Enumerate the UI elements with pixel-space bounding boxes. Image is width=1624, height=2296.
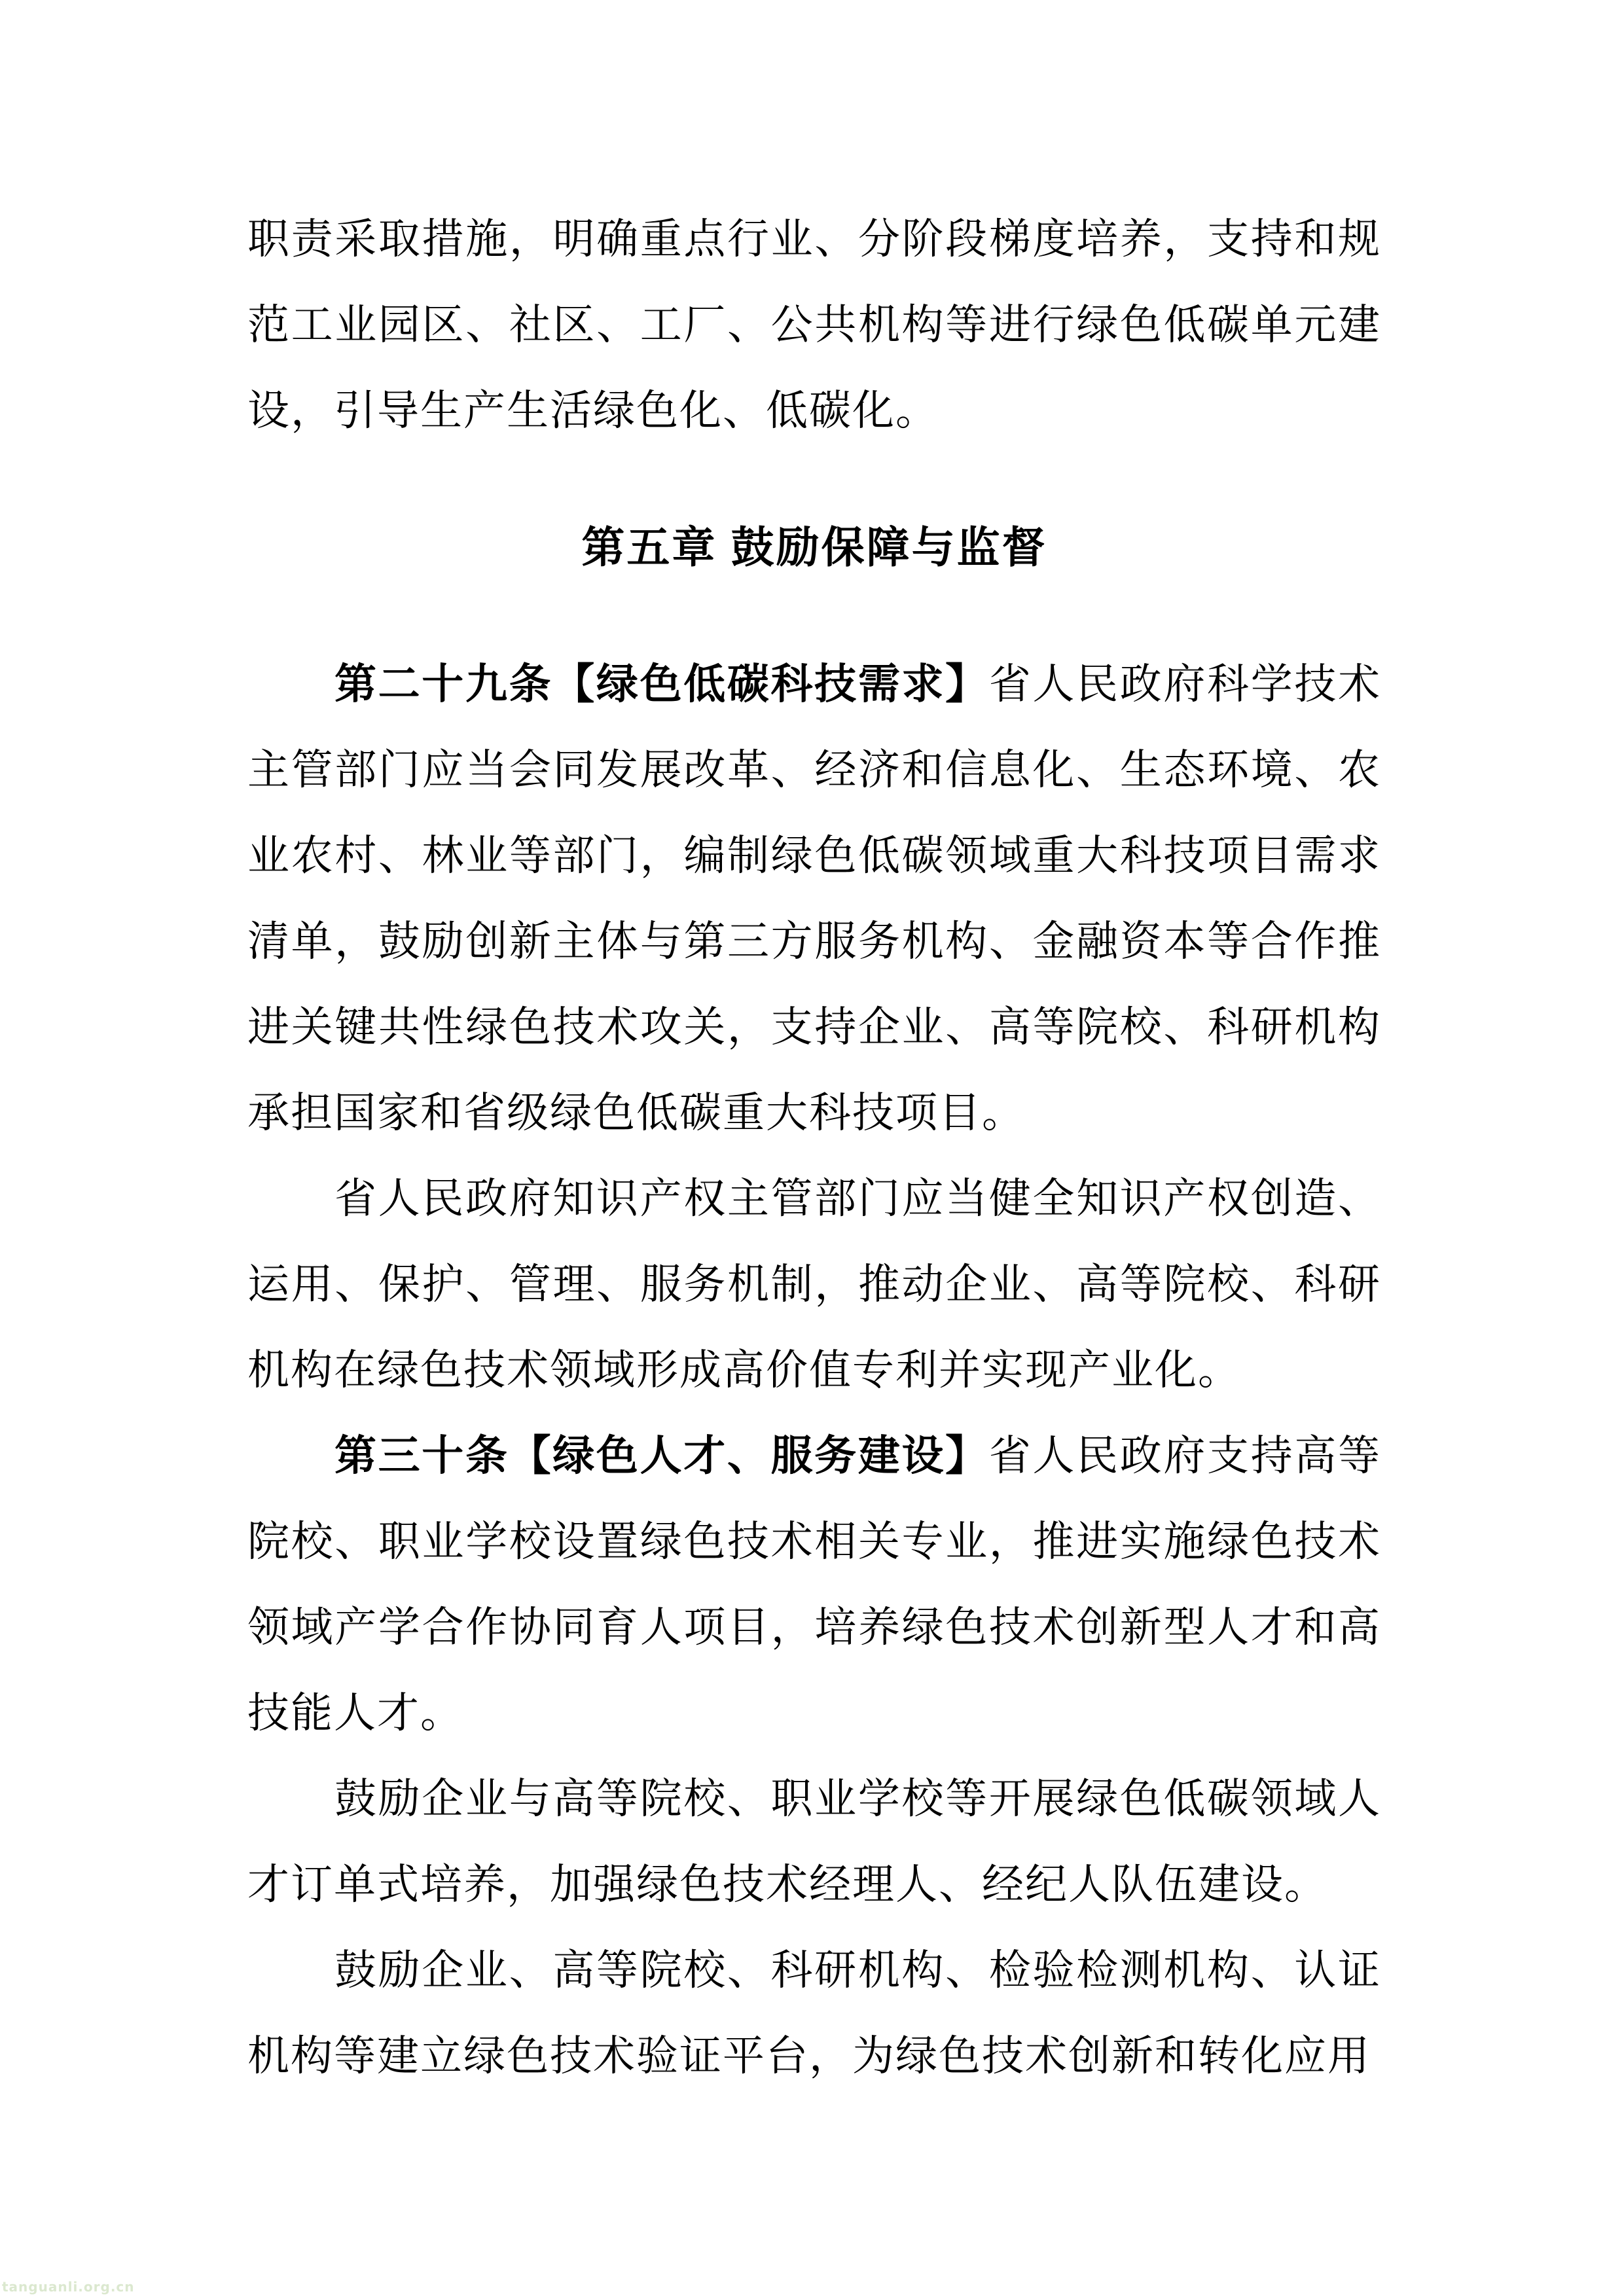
article-30-lead: 第三十条【绿色人才、服务建设】 bbox=[334, 1432, 989, 1479]
paragraph-talent-training bbox=[247, 1756, 1381, 1928]
paragraph-text: 省人民政府支持高等院校、职业学校设置绿色技术相关专业，推进实施绿色技术领域产学合作协同育人项目，培养绿色技术创新型人才和高技能人才。 bbox=[247, 1433, 1381, 1736]
paragraph-article-29 bbox=[247, 641, 1381, 1156]
chapter-heading: 第五章 鼓励保障与监督 bbox=[581, 523, 1047, 571]
paragraph-article-30 bbox=[247, 1413, 1381, 1756]
paragraph-text: 职责采取措施，明确重点行业、分阶段梯度培养，支持和规范工业园区、社区、工厂、公共机构等进行绿色低碳单元建设，引导生产生活绿色化、低碳化。 bbox=[247, 216, 1381, 434]
watermark-url: tanguanli.org.cn bbox=[2, 2279, 135, 2295]
paragraph-text: 省人民政府科学技术主管部门应当会同发展改革、经济和信息化、生态环境、农业农村、林业等部门，编制绿色低碳领域重大科技项目需求清单，鼓励创新主体与第三方服务机构、金融资本等合作推进关键共性绿色技术攻关，支持企业、高等院校、科研机构承担国家和省级绿色低碳重大科技项目。 bbox=[247, 661, 1381, 1136]
paragraph-ipr bbox=[247, 1156, 1381, 1413]
paragraph-text: 省人民政府知识产权主管部门应当健全知识产权创造、运用、保护、管理、服务机制，推动企业、高等院校、科研机构在绿色技术领域形成高价值专利并实现产业化。 bbox=[247, 1175, 1381, 1393]
paragraph-continuation bbox=[247, 196, 1381, 454]
paragraph-text: 鼓励企业与高等院校、职业学校等开展绿色低碳领域人才订单式培养，加强绿色技术经理人、经纪人队伍建设。 bbox=[247, 1776, 1381, 1908]
paragraph-text: 鼓励企业、高等院校、科研机构、检验检测机构、认证机构等建立绿色技术验证平台，为绿色技术创新和转化应用 bbox=[247, 1947, 1381, 2079]
article-29-lead: 第二十九条【绿色低碳科技需求】 bbox=[334, 660, 989, 708]
document-text-block bbox=[247, 196, 1381, 2099]
paragraph-verification-platform bbox=[247, 1928, 1381, 2099]
